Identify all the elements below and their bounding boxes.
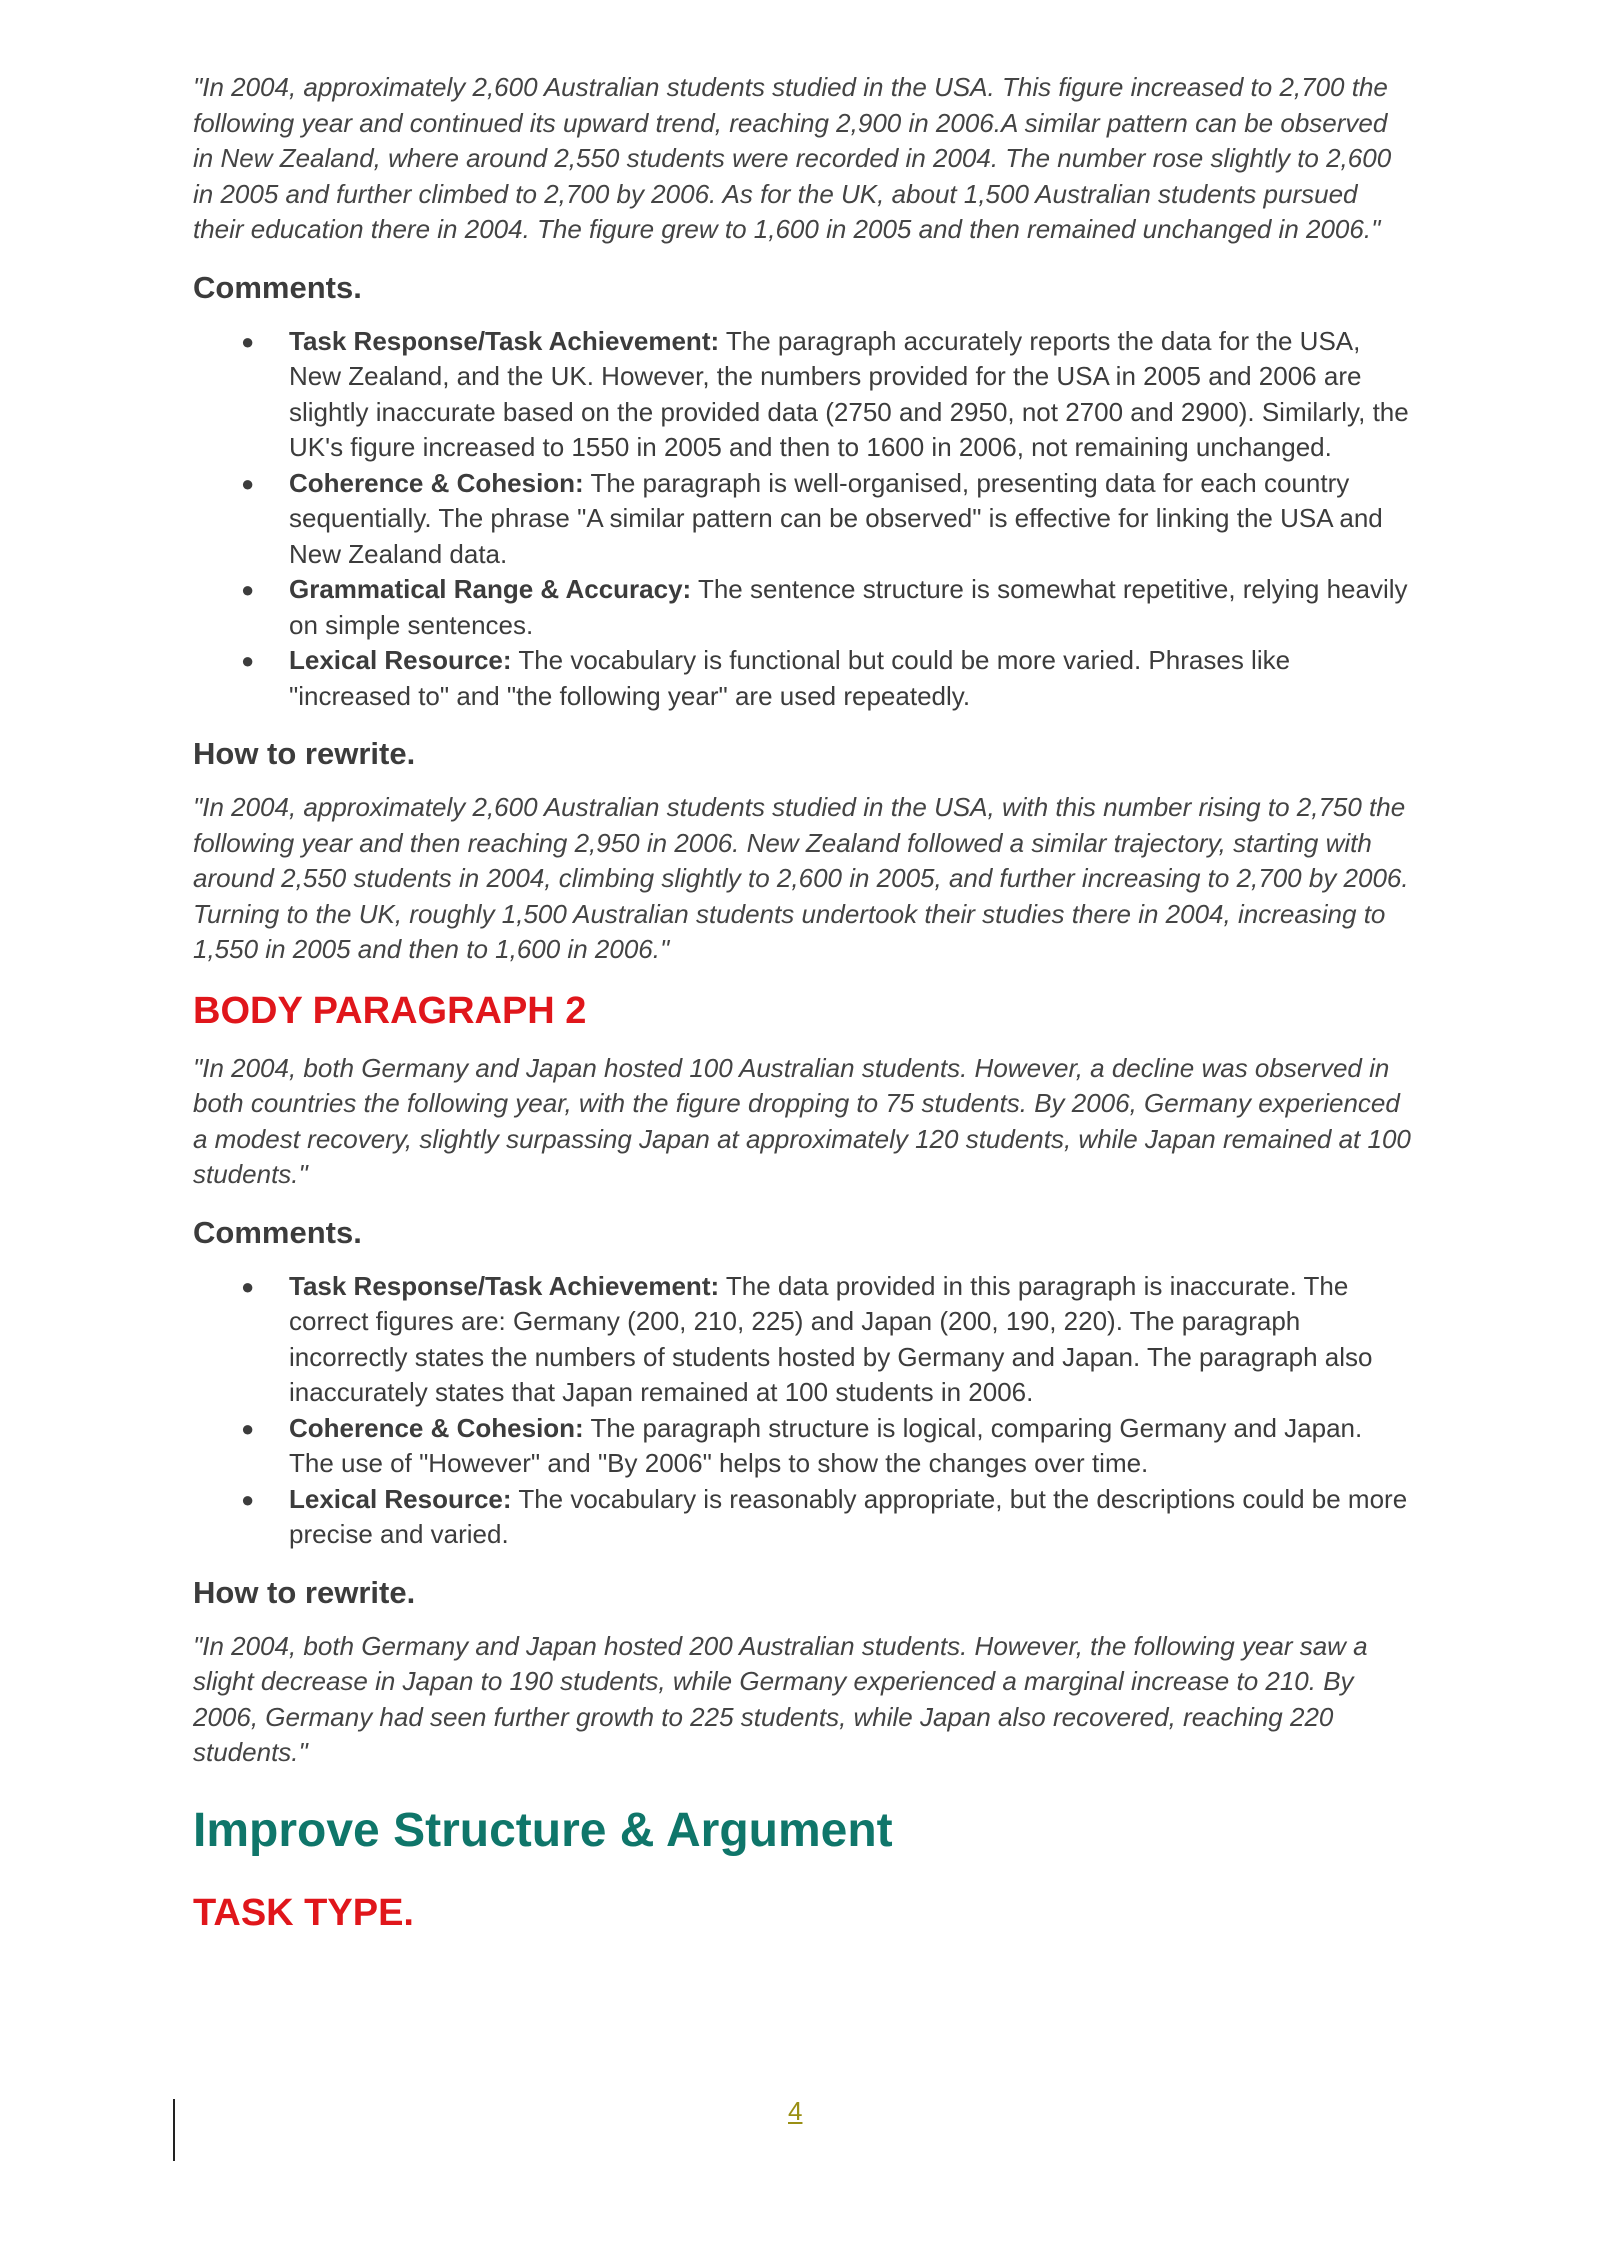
improve-structure-heading: Improve Structure & Argument <box>193 1803 893 1857</box>
document-page <box>193 70 1413 1935</box>
task-type-heading: TASK TYPE. <box>193 1891 414 1934</box>
bullet-icon: ● <box>241 648 255 673</box>
comments-heading: Comments. <box>193 1214 362 1250</box>
bullet-icon: ● <box>241 1486 255 1512</box>
list-item: ● Task Response/Task Achievement: The paragraph accurately reports the data for the USA, New Zealand, and the UK. However, the numbers provided for the USA in 2005 and 2006 are slightly inaccurate based on the provided data (2750 and 2950, not 2700 and 2900). Similarly, the UK's figure increased to 1550 in 2005 and then to 1600 in 2006, not remaining unchanged. <box>241 325 1409 462</box>
comments-heading: Comments. <box>193 269 362 305</box>
intro-quote: "In 2004, approximately 2,600 Australian students studied in the USA. This figure increased to 2,700 the following year and continued its upward trend, reaching 2,900 in 2006.A similar pattern can be observed in New Zealand, where around 2,550 students were recorded in 2004. The number rose slightly to 2,600 in 2005 and further climbed to 2,700 by 2006. As for the UK, about 1,500 Australian students pursued their education there in 2004. The figure grew to 1,600 in 2005 and then remained unchanged in 2006." <box>193 72 1392 244</box>
bullet-icon: ● <box>241 470 255 496</box>
bullet-icon: ● <box>241 1273 255 1299</box>
list-item: ● Lexical Resource: The vocabulary is reasonably appropriate, but the descriptions could be more precise and varied. <box>241 1483 1408 1549</box>
bullet-icon: ● <box>241 328 255 354</box>
rewrite-quote: "In 2004, both Germany and Japan hosted 200 Australian students. However, the following year saw a slight decrease in Japan to 190 students, while Germany experienced a marginal increase to 210. By 2006, Germany had seen further growth to 225 students, while Japan also recovered, reaching 220 students." <box>193 1630 1368 1767</box>
list-item: ● Lexical Resource: The vocabulary is functional but could be more varied. Phrases like "increased to" and "the following year" are used repeatedly. <box>241 645 1291 711</box>
comments-list <box>193 324 1413 715</box>
list-item: ● Coherence & Cohesion: The paragraph is well-organised, presenting data for each country sequentially. The phrase "A similar pattern can be observed" is effective for linking the USA and New Zealand data. <box>241 467 1383 569</box>
list-item: ● Coherence & Cohesion: The paragraph structure is logical, comparing Germany and Japan. The use of "However" and "By 2006" helps to show the changes over time. <box>241 1412 1363 1478</box>
page-number[interactable]: 4 <box>788 2096 803 2126</box>
comments-list <box>193 1269 1413 1553</box>
rewrite-heading: How to rewrite. <box>193 1574 416 1610</box>
body-paragraph-2-quote: "In 2004, both Germany and Japan hosted 100 Australian students. However, a decline was observed in both countries the following year, with the figure dropping to 75 students. By 2006, Germany experienced a modest recovery, slightly surpassing Japan at approximately 120 students, while Japan remained at 100 students." <box>193 1052 1411 1189</box>
bullet-icon: ● <box>241 577 255 602</box>
margin-line <box>173 2099 175 2161</box>
rewrite-heading: How to rewrite. <box>193 736 416 771</box>
list-item: ● Grammatical Range & Accuracy: The sentence structure is somewhat repetitive, relying heavily on simple sentences. <box>241 574 1408 640</box>
body-paragraph-2-heading: BODY PARAGRAPH 2 <box>193 989 587 1032</box>
bullet-icon: ● <box>241 1415 255 1441</box>
list-item: ● Task Response/Task Achievement: The data provided in this paragraph is inaccurate. The correct figures are: Germany (200, 210, 225) and Japan (200, 190, 220). The paragraph incorrectly states the numbers of students hosted by Germany and Japan. The paragraph also inaccurately states that Japan remained at 100 students in 2006. <box>241 1270 1373 1407</box>
rewrite-quote: "In 2004, approximately 2,600 Australian students studied in the USA, with this number rising to 2,750 the following year and then reaching 2,950 in 2006. New Zealand followed a similar trajectory, starting with around 2,550 students in 2004, climbing slightly to 2,600 in 2005, and further increasing to 2,700 by 2006. Turning to the UK, roughly 1,500 Australian students undertook their studies there in 2004, increasing to 1,550 in 2005 and then to 1,600 in 2006." <box>193 792 1409 964</box>
